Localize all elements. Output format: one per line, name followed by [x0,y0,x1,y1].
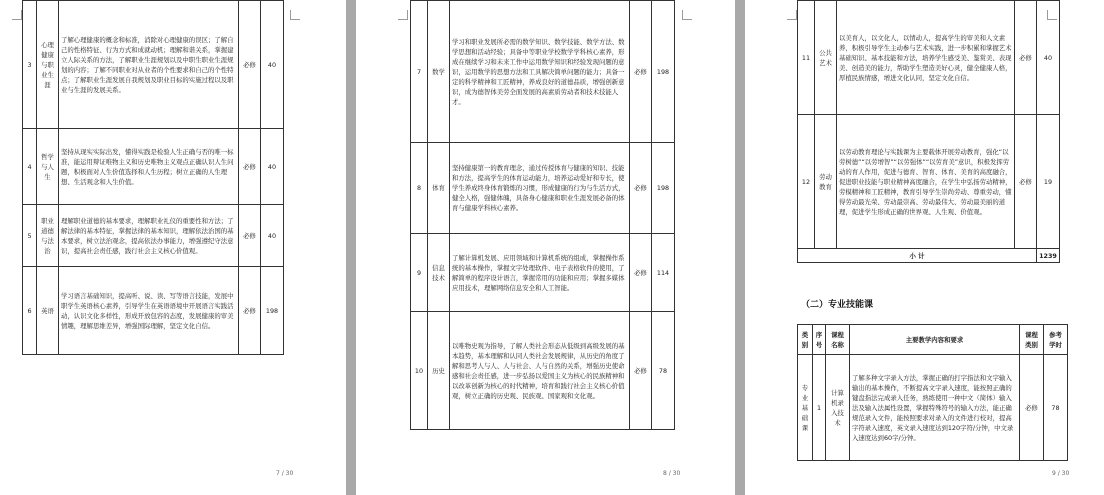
public-course-table [797,0,1060,263]
document-page-7 [0,0,346,495]
table-row [23,267,284,355]
total-row [798,249,1060,263]
document-page-9 [745,0,1104,495]
column-header: 主要教学内容和要求 [850,325,1020,355]
column-header: 课程名称 [826,325,850,355]
table-row [23,1,284,129]
page-corner-mark [682,10,692,20]
course-description: 以美育人，以文化人，以情动人，提高学生的审美和人文素养，积极引导学生主动参与艺术实践，进一步积累和掌握艺术基础知识、基本技能和方法，培养学生感受美、鉴赏美、表现美、创造美的能力，帮助学生塑造美好心灵，健全健康人格，厚植民族情感，增进文化认同，坚定文化自信。 [837,1,1015,115]
public-course-table [22,0,284,355]
course-type: 必修 [239,1,261,129]
table-row [798,1,1060,115]
page-corner-mark [12,10,22,20]
course-name: 公共艺术 [815,1,837,115]
course-hours: 40 [1037,1,1060,115]
course-description: 了解心理健康的概念和标准，消除对心理健康的误区；了解自己的性格特征、行为方式和成就动机；理解和谐关系，掌握建立人际关系的方法，了解职业生涯规划以及中职生职业生涯规划的内容；了解不同职业对从业者的个性要求和自己的个性特点；了解职业生涯发展自我规划及职业目标的实施过程以及职业与生涯的发展关系。 [59,1,239,129]
course-name: 英语 [37,267,59,355]
page-gutter [346,0,356,495]
table-row [411,234,675,312]
course-description: 以劳动教育理论与实践课为主要载体开展劳动教育，强化“以劳树德”“以劳增智”“以劳强体”“以劳育美”意识，积极发挥劳动的育人作用，促进与德育、智育、体育、美育的高度融合，促进职业技能与职业精神高度融合，在学生中弘扬劳动精神，劳模精神和工匠精神，教育引导学生崇尚劳动、尊重劳动，懂得劳动最光荣、劳动最崇高、劳动最伟大、劳动最美丽的道理，促进学生形成正确的世界观、人生观、价值观。 [837,115,1015,249]
course-number: 4 [23,129,37,205]
column-header: 序号 [813,325,826,355]
course-number: 9 [411,234,428,312]
course-hours: 198 [652,1,675,143]
course-category: 专业基础课 [798,355,813,461]
course-type: 必修 [239,129,261,205]
course-description: 了解多种文字录入方法，掌握正确的打字指法和文字输入输出的基本操作，不断提高文字录入速度，能按照正确的键盘指法完成录入任务，熟练使用一种中文（简体）输入法及输入法属性设置，掌握特殊符号的输入方法，能正确规范录入文件，能按照要求对录入的文件进行校对，提高字符录入速度，英文录入速度达到120字符/分钟，中文录入速度达到60字/分钟。 [850,355,1020,461]
document-page-8 [356,0,735,495]
course-description: 坚持健康第一的教育理念，通过传授体育与健康的知识、技能和方法，提高学生的体育运动能力，培养运动爱好和专长，使学生养成终身体育锻炼的习惯，形成健康的行为与生活方式，健全人格，强健体魄，具备身心健康和职业生涯发展必备的体育与健康学科核心素养。 [450,143,630,234]
course-hours: 78 [652,312,675,430]
course-name: 职业道德与法治 [37,205,59,267]
course-number: 10 [411,312,428,430]
public-course-table [410,0,675,430]
column-header: 参考学时 [1044,325,1068,355]
page-number: 8 / 30 [663,470,681,477]
table-row [411,312,675,430]
course-description: 理解职业道德的基本要求，理解职业礼仪的重要性和方法；了解法律的基本特征，掌握法律的基本知识，理解依法治国的基本要求，树立法治观念，提高依法办事能力，增强遵纪守法意识，提高社会责任感，践行社会主义核心价值观。 [59,205,239,267]
page-number: 9 / 30 [1052,470,1070,477]
course-number: 6 [23,267,37,355]
table-row [23,129,284,205]
course-type: 必修 [630,143,652,234]
course-description: 以唯物史观为指导，了解人类社会形态从低级到高级发展的基本趋势，基本理解和认同人类社会发展规律，从历史的角度了解和思考人与人、人与社会、人与自然的关系，增强历史使命感和社会责任感，进一步弘扬以爱国主义为核心的民族精神和以改革创新为核心的时代精神，培育和践行社会主义核心价值观，树立正确的历史观、民族观、国家观和文化观。 [450,312,630,430]
course-name: 计算机录入技术 [826,355,850,461]
total-value: 1239 [1037,249,1060,263]
course-name: 劳动教育 [815,115,837,249]
course-number: 11 [798,1,815,115]
table-row [411,143,675,234]
page-number: 7 / 30 [276,470,294,477]
page-corner-mark [398,10,408,20]
professional-course-table [797,324,1068,461]
course-type: 必修 [1015,1,1037,115]
course-hours: 78 [1044,355,1068,461]
course-type: 必修 [239,267,261,355]
table-header-row [798,325,1068,355]
column-header: 课程类别 [1020,325,1044,355]
course-hours: 40 [261,129,284,205]
course-description: 了解计算机发展、应用领域和计算机系统的组成，掌握操作系统的基本操作，掌握文字处理软件、电子表格软件的使用，了解简单的程序设计语言，掌握常用的功能和应用；掌握多媒体应用技术，理解网络信息安全和人工智能。 [450,234,630,312]
course-description: 坚持从现实实际出发，懂得实践是检验人生正确与否的唯一标准，能运用辩证唯物主义和历史唯物主义观点正确认识人生问题，积极面对人生价值选择和人生历程；树立正确的人生理想、生活观念和人生价值。 [59,129,239,205]
course-number: 1 [813,355,826,461]
course-name: 哲学与人生 [37,129,59,205]
total-label: 小 计 [798,249,1037,263]
course-hours: 40 [261,1,284,129]
course-hours: 198 [261,267,284,355]
course-hours: 19 [1037,115,1060,249]
table-row [798,355,1068,461]
course-name: 体育 [428,143,450,234]
course-number: 3 [23,1,37,129]
table-row [798,115,1060,249]
course-number: 8 [411,143,428,234]
course-description: 学习语言基础知识，提高听、说、读、写等语言技能，发展中职学生英语核心素养，引导学生在英语语境中开展语言实践活动，认识文化多样性，形成开放包容的态度，发展健康的审美情趣，理解思维差异，增强国际理解，坚定文化自信。 [59,267,239,355]
course-hours: 40 [261,205,284,267]
course-name: 数学 [428,1,450,143]
page-corner-mark [787,10,797,20]
course-hours: 114 [652,234,675,312]
course-name: 历史 [428,312,450,430]
table-row [411,1,675,143]
course-type: 必修 [630,312,652,430]
course-number: 7 [411,1,428,143]
course-number: 12 [798,115,815,249]
table-row [23,205,284,267]
course-description: 学习和职业发展所必需的数学知识、数学技能、数学方法、数学思想和活动经验；具备中等职业学校数学学科核心素养，形成在继续学习和未来工作中运用数学知识和经验发现问题的意识，运用数学的思想方法和工具解决简单问题的能力；具备一定的科学精神和工匠精神，养成良好的道德品质，增强创新意识，成为德智体美劳全面发展的高素质劳动者和技术技能人才。 [450,1,630,143]
course-type: 必修 [630,234,652,312]
page-corner-mark [290,10,300,20]
course-name: 心理健康与职业生涯 [37,1,59,129]
column-header: 类别 [798,325,813,355]
course-hours: 198 [652,143,675,234]
section-heading: （二）专业技能课 [801,300,874,310]
page-gutter [735,0,745,495]
course-type: 必修 [1020,355,1044,461]
course-type: 必修 [630,1,652,143]
course-type: 必修 [1015,115,1037,249]
course-name: 信息技术 [428,234,450,312]
course-number: 5 [23,205,37,267]
course-type: 必修 [239,205,261,267]
